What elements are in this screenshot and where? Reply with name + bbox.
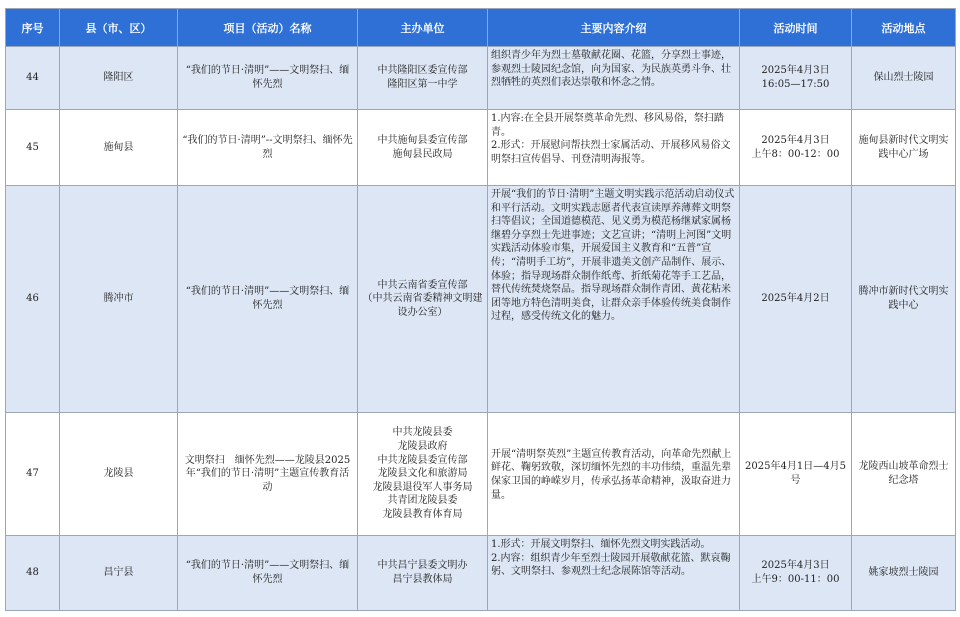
organizer-line: 龙陵县退役军人事务局	[372, 481, 473, 493]
description-paragraph: 1.内容:在全县开展祭奠革命先烈、移风易俗，祭扫踏青。	[491, 113, 724, 138]
description-paragraph: 开展“清明祭英烈”主题宣传教育活动，向革命先烈献上鲜花、鞠躬致敬，深切缅怀先烈的丰功伟绩，重温先辈保家卫国的峥嵘岁月，传承弘扬革命精神，汲取奋进力量。	[491, 448, 732, 501]
organizer-line: 中共龙陵县委宣传部	[377, 454, 468, 466]
cell-county: 腾冲市	[60, 186, 178, 413]
organizer-line: 中共云南省委宣传部	[377, 279, 468, 291]
cell-organizer	[358, 110, 488, 186]
header-time: 活动时间	[740, 9, 852, 47]
cell-description	[488, 110, 740, 186]
time-line: 上午8：00-12：00	[751, 148, 840, 160]
time-line: 2025年4月3日	[761, 560, 830, 572]
cell-place: 龙陵西山坡革命烈士纪念塔	[852, 413, 956, 536]
activity-table-container	[5, 8, 955, 611]
organizer-line: 中共施甸县委宣传部	[377, 134, 468, 146]
time-line: 2025年4月1日—4月5号	[745, 461, 846, 486]
cell-no: 47	[6, 413, 60, 536]
cell-county: 昌宁县	[60, 536, 178, 611]
organizer-line: 中共龙陵县委	[392, 427, 453, 439]
table-row	[6, 110, 956, 186]
time-line: 16:05—17:50	[761, 79, 830, 90]
cell-place: 施甸县新时代文明实践中心广场	[852, 110, 956, 186]
header-no: 序号	[6, 9, 60, 47]
organizer-line: 隆阳区第一中学	[387, 79, 458, 90]
table-row	[6, 536, 956, 611]
organizer-line: 共青团龙陵县委	[387, 495, 458, 507]
time-line: 2025年4月3日	[761, 65, 830, 77]
description-paragraph: 组织青少年为烈士墓敬献花圈、花篮，分享烈士事迹，参观烈士陵园纪念馆，向为国家、为民族英勇斗争、壮烈牺牲的英烈们表达崇敬和怀念之情。	[491, 50, 731, 89]
header-place: 活动地点	[852, 9, 956, 47]
cell-no: 46	[6, 186, 60, 413]
cell-county: 隆阳区	[60, 47, 178, 110]
table-row	[6, 413, 956, 536]
time-line: 上午9：00-11：00	[751, 574, 840, 585]
header-description: 主要内容介绍	[488, 9, 740, 47]
cell-county: 龙陵县	[60, 413, 178, 536]
header-county: 县（市、区）	[60, 9, 178, 47]
table-header-row	[6, 9, 956, 47]
cell-organizer	[358, 186, 488, 413]
organizer-line: （中共云南省委精神文明建设办公室）	[362, 293, 483, 318]
cell-organizer	[358, 413, 488, 536]
cell-description	[488, 186, 740, 413]
cell-time	[740, 47, 852, 110]
cell-place: 腾冲市新时代文明实践中心	[852, 186, 956, 413]
activity-table	[5, 8, 956, 611]
description-paragraph: 开展“我们的节日·清明”主题文明实践示范活动启动仪式和平行活动。文明实践志愿者代表宣读厚养薄葬文明祭扫等倡议；全国道德模范、见义勇为模范杨继斌家属杨继碧分享烈士先进事迹；文艺宣讲；“清明上河图”文明实践活动体验市集，开展爱国主义教育和“五普”宣传；“清明手工坊”，开展非遗美文创产品制作、展示、体验；指导现场群众制作纸鸢、折纸菊花等手工艺品，替代传统焚烧祭品。指导现场群众制作青团、黄花粘米团等地方特色清明美食，让群众亲手体验传统美食制作过程，感受传统文化的魅力。	[491, 189, 735, 323]
table-row	[6, 47, 956, 110]
cell-place: 姚家坡烈士陵园	[852, 536, 956, 611]
cell-time	[740, 536, 852, 611]
cell-no: 45	[6, 110, 60, 186]
description-paragraph: 1.形式：开展文明祭扫、缅怀先烈文明实践活动。	[491, 539, 711, 550]
cell-organizer	[358, 536, 488, 611]
cell-time	[740, 413, 852, 536]
cell-project: “我们的节日·清明”——文明祭扫、缅怀先烈	[178, 536, 358, 611]
cell-place: 保山烈士陵园	[852, 47, 956, 110]
header-project: 项目（活动）名称	[178, 9, 358, 47]
organizer-line: 施甸县民政局	[392, 148, 453, 160]
description-paragraph: 2.内容：组织青少年至烈士陵园开展敬献花篮、默哀鞠躬、文明祭扫、参观烈士纪念展陈馆等活动。	[491, 552, 731, 578]
cell-project: “我们的节日·清明”——文明祭扫、缅怀先烈	[178, 186, 358, 413]
cell-organizer	[358, 47, 488, 110]
header-organizer: 主办单位	[358, 9, 488, 47]
organizer-line: 中共隆阳区委宣传部	[377, 65, 468, 77]
cell-time	[740, 110, 852, 186]
time-line: 2025年4月2日	[761, 293, 830, 305]
description-paragraph: 2.形式：开展慰问帮扶烈士家属活动、开展移风易俗文明祭扫宣传倡导、刊登清明海报等。	[491, 140, 731, 165]
cell-description	[488, 47, 740, 110]
table-row	[6, 186, 956, 413]
cell-project: “我们的节日·清明”--文明祭扫、缅怀先烈	[178, 110, 358, 186]
cell-project: 文明祭扫 缅怀先烈——龙陵县2025年“我们的节日·清明”主题宣传教育活动	[178, 413, 358, 536]
organizer-line: 昌宁县教体局	[392, 574, 453, 585]
cell-description	[488, 413, 740, 536]
organizer-line: 龙陵县教育体育局	[382, 508, 463, 520]
cell-project: “我们的节日·清明”——文明祭扫、缅怀先烈	[178, 47, 358, 110]
cell-description	[488, 536, 740, 611]
cell-no: 44	[6, 47, 60, 110]
cell-county: 施甸县	[60, 110, 178, 186]
cell-time	[740, 186, 852, 413]
organizer-line: 龙陵县政府	[397, 441, 448, 453]
time-line: 2025年4月3日	[761, 134, 830, 146]
cell-no: 48	[6, 536, 60, 611]
organizer-line: 龙陵县文化和旅游局	[377, 468, 468, 480]
organizer-line: 中共昌宁县委文明办	[377, 560, 468, 572]
